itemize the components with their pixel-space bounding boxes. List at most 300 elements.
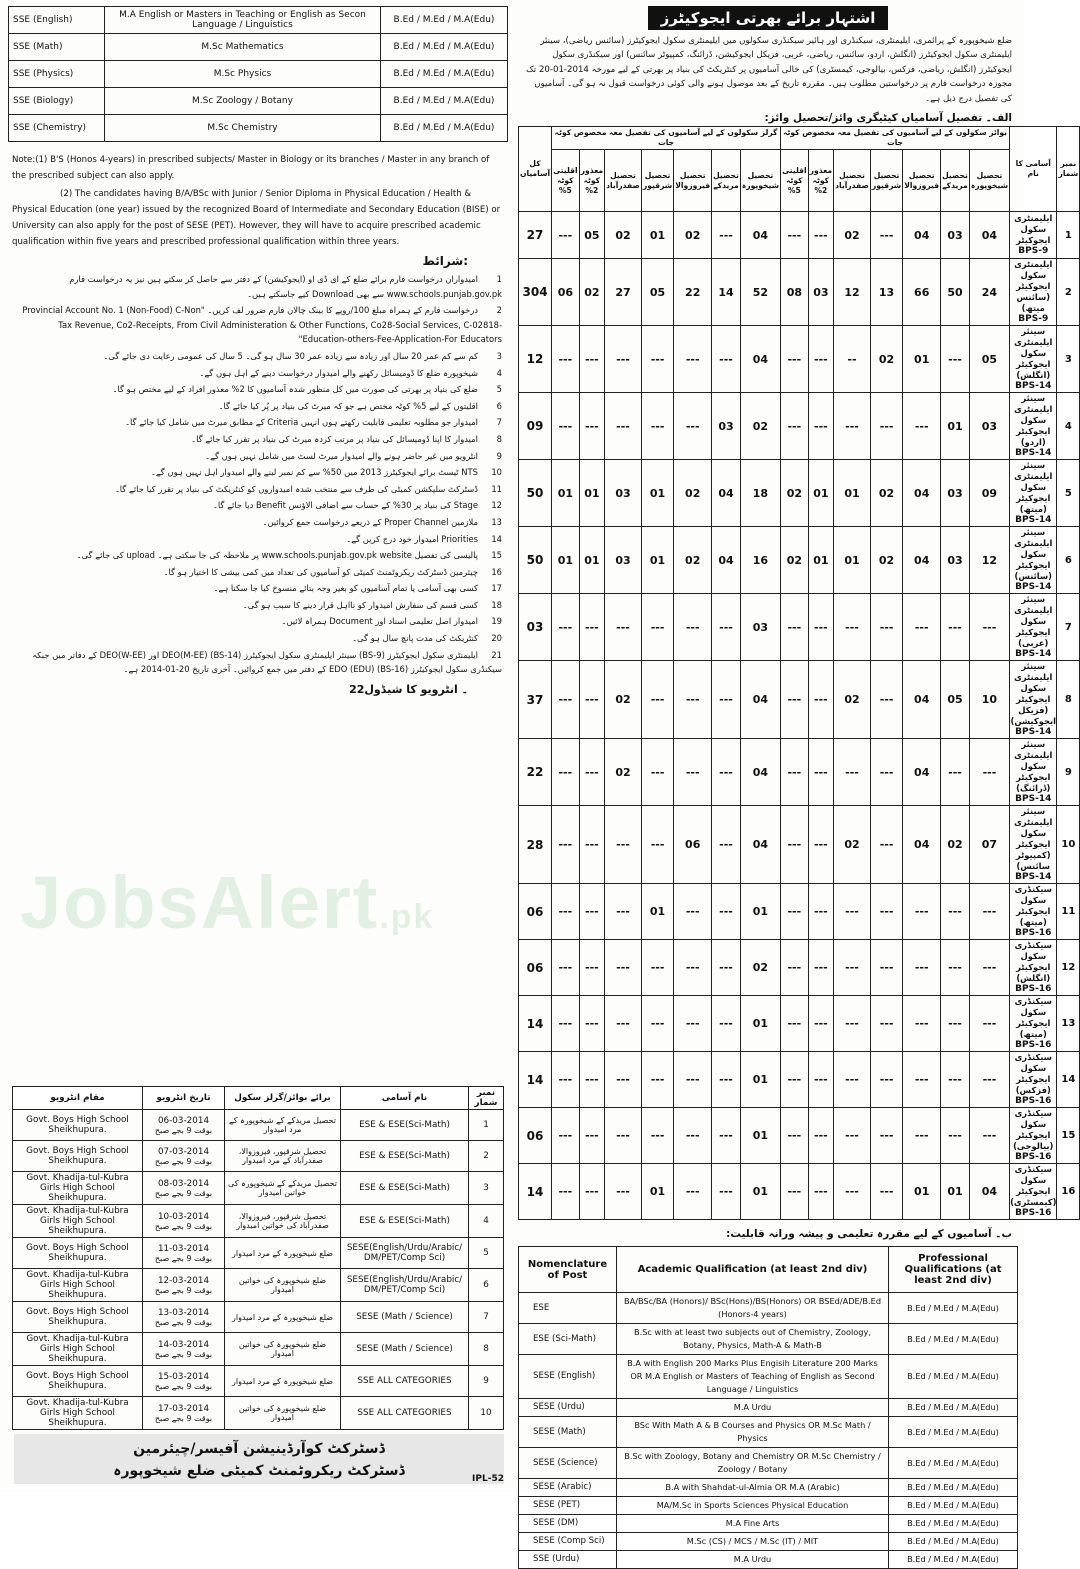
girls-count-cell: 52 (740, 259, 780, 326)
header-subcolumn: تحصیل فیروزوالا (674, 150, 712, 212)
girls-count-cell: --- (712, 661, 741, 739)
for-cell: تحصیل مریدکے کے شیخوپورہ کی خواتین امیدوار (225, 1172, 341, 1205)
condition-text: ڈسٹرکٹ سلیکشن کمیٹی کی طرف سے منتخب شدہ امیدواروں کو کنٹریکٹ کی بنیاد پر تقرر کیا جائے گا۔ (114, 483, 478, 494)
category-cell (1010, 1108, 1057, 1164)
boys-count-cell: --- (808, 212, 833, 259)
girls-count-cell: 01 (579, 527, 604, 594)
signature-line-2: ڈسٹرکٹ ریکروٹمنٹ کمیٹی ضلع شیخوپورہ (113, 1463, 405, 1479)
academic-row (519, 1293, 1018, 1324)
girls-count-cell: --- (579, 884, 604, 940)
condition-item (14, 614, 502, 629)
bps-grade: BPS-16 (1015, 1040, 1052, 1051)
academic-row (519, 1497, 1018, 1515)
boys-count-cell: --- (808, 996, 833, 1052)
vacancy-row (519, 940, 1080, 996)
boys-count-cell: --- (969, 884, 1009, 940)
girls-count-cell: 02 (740, 393, 780, 460)
professional-cell: B.Ed / M.Ed / M.A(Edu) (889, 1533, 1018, 1551)
post-cell: ESE & ESE(Sci-Math) (341, 1141, 469, 1172)
boys-count-cell: 02 (941, 806, 970, 884)
condition-text: درخواست فارم کے ہمراہ مبلغ 100/روپے کا بینک چالان فارم ضرور لف کریں۔ "Provincial Account No. 1 (Non-Food) C-Non Tax Revenue, Co2-Receipts, From Civil Administeration & Other Functions, Co28-Social Services, C-02818-Education-others-Fee-Application-For Educators" (22, 305, 502, 345)
vacancy-row (519, 1052, 1080, 1108)
girls-count-cell: --- (605, 1108, 642, 1164)
girls-count-cell: 04 (740, 326, 780, 393)
girls-count-cell: 02 (605, 212, 642, 259)
date-cell (143, 1110, 225, 1141)
academic-cell: M.Sc (CS) / MCS / M.Sc (IT) / MIT (617, 1533, 889, 1551)
interview-time: بوقت 9 بجے صبح (154, 1156, 213, 1166)
girls-count-cell: --- (605, 594, 642, 661)
date-cell (143, 1141, 225, 1172)
girls-count-cell: 06 (674, 806, 712, 884)
condition-number: 12 (491, 500, 502, 511)
condition-text: کسی قسم کی سفارش امیدوار کو نااہل قرار دینے کا سبب ہو گی۔ (242, 599, 478, 610)
condition-text: ملازمین Proper Channel کے ذریعے درخواست جمع کروائیں۔ (262, 516, 478, 527)
boys-count-cell: --- (834, 393, 871, 460)
girls-count-cell: --- (552, 1164, 580, 1220)
interview-date: 11-03-2014 (157, 1243, 210, 1254)
girls-count-cell: --- (605, 326, 642, 393)
bps-grade: BPS-14 (1015, 649, 1052, 660)
header-subcolumn: تحصیل شرقپور (641, 150, 673, 212)
girls-count-cell: 01 (579, 460, 604, 527)
boys-count-cell: --- (870, 739, 902, 806)
boys-count-cell: 12 (969, 527, 1009, 594)
girls-count-cell: 04 (740, 661, 780, 739)
interview-time: بوقت 9 بجے صبح (154, 1188, 213, 1198)
boys-count-cell: 02 (781, 460, 809, 527)
academic-row (519, 1399, 1018, 1417)
academic-row (519, 1551, 1018, 1569)
boys-count-cell: --- (808, 326, 833, 393)
girls-count-cell: --- (674, 661, 712, 739)
post-cell: SESE (Comp Sci) (519, 1533, 617, 1551)
condition-item (14, 532, 502, 547)
header-subcolumn: تحصیل شرقپور (870, 150, 902, 212)
intro-paragraph: ضلع شیخوپورہ کے پرائمری، ایلیمنٹری، سیکنڈری اور ہائیر سیکنڈری سکولوں میں ایلیمنٹری سکول ایجوکیٹرز (سائنس ریاضی)، سینئر ایلیمنٹری سکول ایجوکیٹرز (انگلش، اردو، سائنس، ریاضی، عربی، فزیکل ایجوکیشن، ڈرائنگ، کمپیوٹر سائنس) اور سیکنڈری سکول ایجوکیٹرز (انگلش، ریاضی، فزکس، بیالوجی، کیمسٹری) کی خالی آسامیوں پر کنٹریکٹ کی بنیاد پر بھرتی کے لیے مورخہ 2014-01-20 تک مجوزہ درخواست فارم پر درخواستیں مطلوب ہیں۔ مقررہ تاریخ کے بعد موصول ہونے والی کوئی درخواست قبول نہ ہو گی۔ آسامیوں کی تفصیل درج ذیل ہے۔ (526, 36, 1012, 104)
boys-count-cell: --- (903, 1108, 941, 1164)
boys-count-cell: 03 (941, 460, 970, 527)
boys-count-cell: 02 (834, 806, 871, 884)
boys-count-cell: 04 (903, 806, 941, 884)
vacancy-row (519, 884, 1080, 940)
post-cell: SESE (Math / Science) (341, 1333, 469, 1366)
boys-count-cell: --- (834, 739, 871, 806)
interview-date: 12-03-2014 (157, 1275, 210, 1286)
interview-date: 17-03-2014 (157, 1403, 210, 1414)
total-cell: 304 (519, 259, 552, 326)
category-name: سینئر ایلیمنٹری سکول ایجوکیٹر (فزیکل ایجوکیشن) (1010, 661, 1056, 727)
bps-grade: BPS-14 (1015, 515, 1052, 526)
girls-count-cell: --- (712, 1164, 741, 1220)
girls-count-cell: --- (641, 1108, 673, 1164)
girls-count-cell: 02 (674, 460, 712, 527)
condition-text: چیئرمین ڈسٹرکٹ ریکروٹمنٹ کمیٹی کو آسامیوں کی تعداد میں کمی بیشی کا اختیار ہو گا۔ (163, 566, 478, 577)
condition-text: امیدوار اصل تعلیمی اسناد اور Document ہمراہ لائیں۔ (281, 616, 478, 627)
girls-count-cell: 05 (641, 259, 673, 326)
girls-count-cell: --- (641, 996, 673, 1052)
bps-grade: BPS-14 (1015, 727, 1052, 738)
girls-count-cell: --- (552, 739, 580, 806)
boys-count-cell: --- (781, 996, 809, 1052)
interview-date: 06-03-2014 (157, 1115, 210, 1126)
boys-count-cell: 03 (969, 393, 1009, 460)
post-cell: SESE(English/Urdu/Arabic/ DM/PET/Comp Sci) (341, 1269, 469, 1302)
girls-count-cell: --- (552, 212, 580, 259)
interview-time: بوقت 9 بجے صبح (154, 1349, 213, 1359)
girls-count-cell: --- (605, 1164, 642, 1220)
girls-count-cell: --- (579, 940, 604, 996)
for-cell: ضلع شیخوپورہ کی خواتین امیدوار (225, 1269, 341, 1302)
total-cell: 03 (519, 594, 552, 661)
girls-count-cell: 01 (740, 884, 780, 940)
academic-cell: B.Sc with Zoology, Botany and Chemistry OR M.Sc Chemistry / Zoology / Botany (617, 1448, 889, 1479)
academic-cell: M.A Urdu (617, 1551, 889, 1569)
venue-cell: Govt. Boys High School Sheikhupura. (13, 1366, 143, 1397)
girls-count-cell: --- (605, 940, 642, 996)
qualification-row (9, 115, 508, 142)
condition-item (14, 498, 502, 513)
girls-count-cell: --- (674, 1108, 712, 1164)
category-cell (1010, 884, 1057, 940)
venue-cell: Govt. Boys High School Sheikhupura. (13, 1141, 143, 1172)
professional-cell: B.Ed / M.Ed / M.A(Edu) (381, 88, 508, 115)
category-name: ایلیمنٹری سکول ایجوکیٹر (1014, 213, 1053, 246)
professional-cell: B.Ed / M.Ed / M.A(Edu) (889, 1497, 1018, 1515)
boys-count-cell: 12 (834, 259, 871, 326)
condition-item (14, 515, 502, 530)
condition-item (14, 465, 502, 480)
girls-count-cell: --- (712, 996, 741, 1052)
category-name: سینئر ایلیمنٹری سکول ایجوکیٹر (سائنس) (1014, 527, 1053, 582)
boys-count-cell: --- (870, 996, 902, 1052)
boys-count-cell: --- (834, 594, 871, 661)
date-cell (143, 1238, 225, 1269)
boys-count-cell: --- (870, 393, 902, 460)
post-cell: ESE (519, 1293, 617, 1324)
qualification-cell: M.Sc Mathematics (105, 34, 381, 61)
bps-grade: BPS-14 (1015, 582, 1052, 593)
schedule-row (13, 1110, 504, 1141)
girls-count-cell: --- (605, 806, 642, 884)
sse-qualification-table (8, 6, 508, 142)
boys-count-cell: 04 (903, 739, 941, 806)
category-cell (1010, 1052, 1057, 1108)
girls-count-cell: --- (712, 212, 741, 259)
boys-count-cell: 01 (808, 460, 833, 527)
condition-text: ضلع کی بنیاد پر بھرتی کی صورت میں کل منظور شدہ آسامیوں کا 2% معذور افراد کے لیے مختص ہو گا۔ (112, 384, 478, 395)
girls-count-cell: 02 (579, 259, 604, 326)
venue-cell: Govt. Khadija-tul-Kubra Girls High School Sheikhupura. (13, 1397, 143, 1430)
boys-count-cell: 01 (941, 1164, 970, 1220)
condition-number: 8 (496, 433, 502, 444)
post-cell: SSE ALL CATEGORIES (341, 1366, 469, 1397)
total-cell: 06 (519, 940, 552, 996)
header-category: آسامی کا نام (1010, 127, 1057, 212)
girls-count-cell: --- (605, 996, 642, 1052)
bps-grade: BPS-16 (1015, 1152, 1052, 1163)
venue-cell: Govt. Khadija-tul-Kubra Girls High School Sheikhupura. (13, 1172, 143, 1205)
girls-count-cell: --- (674, 594, 712, 661)
girls-count-cell: 22 (674, 259, 712, 326)
boys-count-cell: --- (969, 739, 1009, 806)
girls-count-cell: --- (552, 940, 580, 996)
boys-count-cell: --- (781, 1052, 809, 1108)
boys-count-cell: 02 (870, 326, 902, 393)
girls-count-cell: --- (605, 1052, 642, 1108)
boys-count-cell: 01 (903, 326, 941, 393)
professional-cell: B.Ed / M.Ed / M.A(Edu) (889, 1515, 1018, 1533)
girls-count-cell: --- (641, 661, 673, 739)
for-cell: ضلع شیخوپورہ کی خواتین امیدوار (225, 1333, 341, 1366)
serial-cell: 13 (1057, 996, 1080, 1052)
boys-count-cell: --- (941, 940, 970, 996)
signature-block (14, 1434, 504, 1484)
for-cell: ضلع شیخوپورہ کے مرد امیدوار (225, 1238, 341, 1269)
schedule-row (13, 1397, 504, 1430)
boys-count-cell: --- (808, 1164, 833, 1220)
academic-cell: B.A with English 200 Marks Plus Engisih Literature 200 Marks OR M.A English or Masters of Teaching of English as Second Language / Linguistics (617, 1355, 889, 1399)
category-cell (1010, 212, 1057, 259)
boys-count-cell: --- (941, 1052, 970, 1108)
interview-time: بوقت 9 بجے صبح (154, 1253, 213, 1263)
boys-count-cell: --- (870, 1164, 902, 1220)
total-cell: 06 (519, 884, 552, 940)
venue-cell: Govt. Khadija-tul-Kubra Girls High School Sheikhupura. (13, 1269, 143, 1302)
girls-count-cell: 01 (740, 1108, 780, 1164)
serial-cell: 3 (469, 1172, 504, 1205)
girls-count-cell: --- (552, 393, 580, 460)
professional-cell: B.Ed / M.Ed / M.A(Edu) (889, 1355, 1018, 1399)
condition-text: ایلیمنٹری سکول ایجوکیٹرز (BS-9) سینئر ایلیمنٹری سکول ایجوکیٹرز (BS-14) DEO(M-EE) اور DEO(W-EE) کے دفاتر میں جبکہ سیکنڈری سکول ایجوکیٹرز (BS-16) EDO (EDU) کے دفتر میں جمع کروائیں۔ آخری تاریخ 20-01-2014 ہے۔ (32, 649, 502, 675)
serial-cell: 12 (1057, 940, 1080, 996)
serial-cell: 5 (1057, 460, 1080, 527)
condition-item (14, 399, 502, 414)
date-cell (143, 1205, 225, 1238)
schedule-row (13, 1333, 504, 1366)
boys-count-cell: 01 (834, 527, 871, 594)
academic-cell: MA/M.Sc in Sports Sciences Physical Education (617, 1497, 889, 1515)
girls-count-cell: 01 (641, 527, 673, 594)
girls-count-cell: --- (641, 806, 673, 884)
girls-count-cell: --- (641, 594, 673, 661)
girls-count-cell: --- (674, 1052, 712, 1108)
condition-number: 10 (491, 467, 502, 478)
girls-count-cell: --- (712, 326, 741, 393)
girls-count-cell: 05 (579, 212, 604, 259)
header-subcolumn: تحصیل مریدکے (941, 150, 970, 212)
serial-cell: 8 (1057, 661, 1080, 739)
girls-count-cell: 02 (605, 739, 642, 806)
girls-count-cell: --- (712, 739, 741, 806)
condition-text: اقلیتوں کے لیے 5% کوٹہ مختص ہے جو کہ میرٹ کی بنیاد پر پُر کیا جائے گا۔ (218, 400, 478, 411)
girls-count-cell: --- (579, 594, 604, 661)
serial-cell: 10 (469, 1397, 504, 1430)
condition-item (14, 631, 502, 646)
post-cell: SESE (Math / Science) (341, 1302, 469, 1333)
notes-block (8, 152, 508, 250)
ipl-code: IPL-52 (472, 1474, 504, 1484)
boys-count-cell: --- (870, 212, 902, 259)
girls-count-cell: --- (674, 996, 712, 1052)
qualification-cell: M.Sc Chemistry (105, 115, 381, 142)
total-cell: 27 (519, 212, 552, 259)
girls-count-cell: 18 (740, 460, 780, 527)
condition-item (14, 432, 502, 447)
total-cell: 14 (519, 1052, 552, 1108)
boys-count-cell: --- (941, 884, 970, 940)
condition-number: 1 (496, 274, 502, 284)
professional-cell: B.Ed / M.Ed / M.A(Edu) (889, 1399, 1018, 1417)
condition-text: Priorities امیدوار خود درج کریں گے۔ (346, 533, 478, 544)
conditions-list (8, 272, 508, 677)
category-cell (1010, 393, 1057, 460)
condition-text: امیدواران درخواست فارم برائے ضلع کے ای ڈی او (ایجوکیشن) کے دفتر سے حاصل کر سکتے ہیں نیز یہ درخواست فارم www.schools.punjab.gov.pk سے بھی Download کیے جاسکتے ہیں۔ (69, 274, 502, 299)
header-subcolumn: اقلیتی کوٹہ 5% (552, 150, 580, 212)
condition-number: 19 (491, 616, 502, 627)
condition-text: پالیسی کی تفصیل www.schools.punjab.gov.pk website پر ملاحظہ کی جا سکتی ہے۔ upload کی جائے گی۔ (76, 550, 478, 561)
interview-date: 07-03-2014 (157, 1146, 210, 1157)
category-cell (1010, 1164, 1057, 1220)
condition-text: کسی بھی آسامی یا تمام آسامیوں کو بغیر وجہ بتائے منسوخ کیا جا سکتا ہے۔ (213, 583, 478, 594)
serial-cell: 2 (1057, 259, 1080, 326)
qualification-cell: M.A English or Masters in Teaching or English as Secon Language / Linguistics (105, 7, 381, 34)
conditions-title: شرائط: (422, 254, 468, 268)
condition-text: کم سے کم عمر 20 سال اور زیادہ سے زیادہ عمر 30 سال ہو گی۔ 5 سال کی عمومی رعایت دی جائے گی۔ (103, 350, 478, 361)
category-cell (1010, 326, 1057, 393)
bps-grade: BPS-16 (1015, 984, 1052, 995)
serial-cell: 7 (469, 1302, 504, 1333)
boys-count-cell: 04 (969, 1164, 1009, 1220)
girls-count-cell: --- (552, 996, 580, 1052)
girls-count-cell: 02 (605, 661, 642, 739)
bps-grade: BPS-14 (1015, 448, 1052, 459)
header-subcolumn: معذور کوٹہ 2% (579, 150, 604, 212)
girls-count-cell: 01 (641, 460, 673, 527)
boys-count-cell: --- (834, 996, 871, 1052)
girls-count-cell: 03 (712, 393, 741, 460)
date-cell (143, 1302, 225, 1333)
girls-count-cell: --- (579, 739, 604, 806)
academic-qualification-table (518, 1246, 1018, 1569)
boys-count-cell: 10 (969, 661, 1009, 739)
girls-count-cell: 01 (641, 212, 673, 259)
condition-text: Stage کی بنیاد پر 30% کے حساب سے اضافی الاؤنس Benefit دیا جائے گا۔ (212, 500, 478, 511)
bps-grade: BPS-9 (1018, 314, 1049, 325)
serial-cell: 9 (1057, 739, 1080, 806)
girls-count-cell: 02 (674, 527, 712, 594)
post-cell: SESE (Science) (519, 1448, 617, 1479)
condition-number: 20 (491, 633, 502, 644)
for-cell: ضلع شیخوپورہ کے مرد امیدوار (225, 1366, 341, 1397)
professional-cell: B.Ed / M.Ed / M.A(Edu) (889, 1479, 1018, 1497)
academic-row (519, 1479, 1018, 1497)
total-cell: 22 (519, 739, 552, 806)
serial-cell: 6 (469, 1269, 504, 1302)
qualification-row (9, 61, 508, 88)
post-cell: SESE (PET) (519, 1497, 617, 1515)
boys-count-cell: --- (903, 940, 941, 996)
academic-cell: BA/BSc/BA (Honors)/ BSc(Hons)/BS(Honors) OR BSEd/ADE/B.Ed (Honors-4 years) (617, 1293, 889, 1324)
bps-grade: BPS-14 (1015, 872, 1052, 883)
girls-count-cell: 02 (740, 940, 780, 996)
bps-grade: BPS-14 (1015, 794, 1052, 805)
for-cell: تحصیل شرقپور، فیروزوالا، صفدرآباد کی خواتین امیدوار (225, 1205, 341, 1238)
boys-count-cell: --- (870, 661, 902, 739)
post-cell: ESE & ESE(Sci-Math) (341, 1110, 469, 1141)
girls-count-cell: --- (579, 806, 604, 884)
girls-count-cell: 14 (712, 259, 741, 326)
condition-item (14, 581, 502, 596)
girls-count-cell: --- (605, 393, 642, 460)
academic-row (519, 1448, 1018, 1479)
boys-count-cell: 07 (969, 806, 1009, 884)
professional-cell: B.Ed / M.Ed / M.A(Edu) (381, 61, 508, 88)
category-name: ایلیمنٹری سکول ایجوکیٹر (سائنس میتھ) (1014, 259, 1053, 314)
condition-text: انٹرویو میں غیر حاضر ہونے والے امیدوار میرٹ لسٹ میں شامل نہیں ہوں گے۔ (205, 450, 478, 461)
serial-cell: 9 (469, 1366, 504, 1397)
header-subcolumn: تحصیل شیخوپورہ (969, 150, 1009, 212)
interview-time: بوقت 9 بجے صبح (154, 1125, 213, 1135)
condition-item (14, 548, 502, 563)
schedule-header: تاریخ انٹرویو (143, 1087, 225, 1110)
condition-item (14, 303, 502, 347)
girls-count-cell: 02 (674, 212, 712, 259)
boys-count-cell: --- (969, 940, 1009, 996)
boys-count-cell: --- (834, 1108, 871, 1164)
girls-count-cell: --- (552, 326, 580, 393)
girls-count-cell: --- (579, 1108, 604, 1164)
category-name: سیکنڈری سکول ایجوکیٹر (بیالوجی) (1013, 1108, 1054, 1152)
category-name: سیکنڈری سکول ایجوکیٹر (میتھ) (1014, 884, 1052, 928)
boys-count-cell: -- (834, 326, 871, 393)
category-cell (1010, 460, 1057, 527)
date-cell (143, 1333, 225, 1366)
bps-grade: BPS-16 (1015, 928, 1052, 939)
girls-count-cell: --- (579, 1052, 604, 1108)
girls-count-cell: --- (641, 326, 673, 393)
total-cell: 50 (519, 527, 552, 594)
category-name: سیکنڈری سکول ایجوکیٹر (کیمسٹری) (1010, 1164, 1057, 1208)
girls-count-cell: --- (712, 884, 741, 940)
category-name: سینئر ایلیمنٹری سکول ایجوکیٹر (انگلش) (1014, 326, 1053, 381)
vacancy-row (519, 594, 1080, 661)
condition-text: امیدوار جو مطلوبہ تعلیمی قابلیت رکھتے ہوں انہیں Criteria کے مطابق میرٹ میں شامل کیا جائے گا۔ (125, 417, 478, 428)
girls-count-cell: --- (641, 1052, 673, 1108)
category-name: سینئر ایلیمنٹری سکول ایجوکیٹر (کمپیوٹر سائنس) (1014, 806, 1053, 872)
girls-count-cell: --- (712, 940, 741, 996)
interview-time: بوقت 9 بجے صبح (154, 1221, 213, 1231)
category-cell (1010, 259, 1057, 326)
boys-count-cell: --- (834, 1052, 871, 1108)
category-cell (1010, 940, 1057, 996)
girls-count-cell: --- (674, 940, 712, 996)
boys-count-cell: 01 (941, 393, 970, 460)
post-cell: SSE ALL CATEGORIES (341, 1397, 469, 1430)
condition-item (14, 272, 502, 301)
girls-count-cell: --- (641, 739, 673, 806)
post-cell: SESE (Urdu) (519, 1399, 617, 1417)
girls-count-cell: 27 (605, 259, 642, 326)
schedule-row (13, 1302, 504, 1333)
for-cell: تحصیل شرقپور، فیروزوالا، صفدرآباد کے مرد امیدوار (225, 1141, 341, 1172)
serial-cell: 11 (1057, 884, 1080, 940)
girls-count-cell: 01 (552, 527, 580, 594)
for-cell: ضلع شیخوپورہ کی خواتین امیدوار (225, 1397, 341, 1430)
category-cell (1010, 996, 1057, 1052)
vacancy-row (519, 393, 1080, 460)
boys-count-cell: --- (808, 884, 833, 940)
